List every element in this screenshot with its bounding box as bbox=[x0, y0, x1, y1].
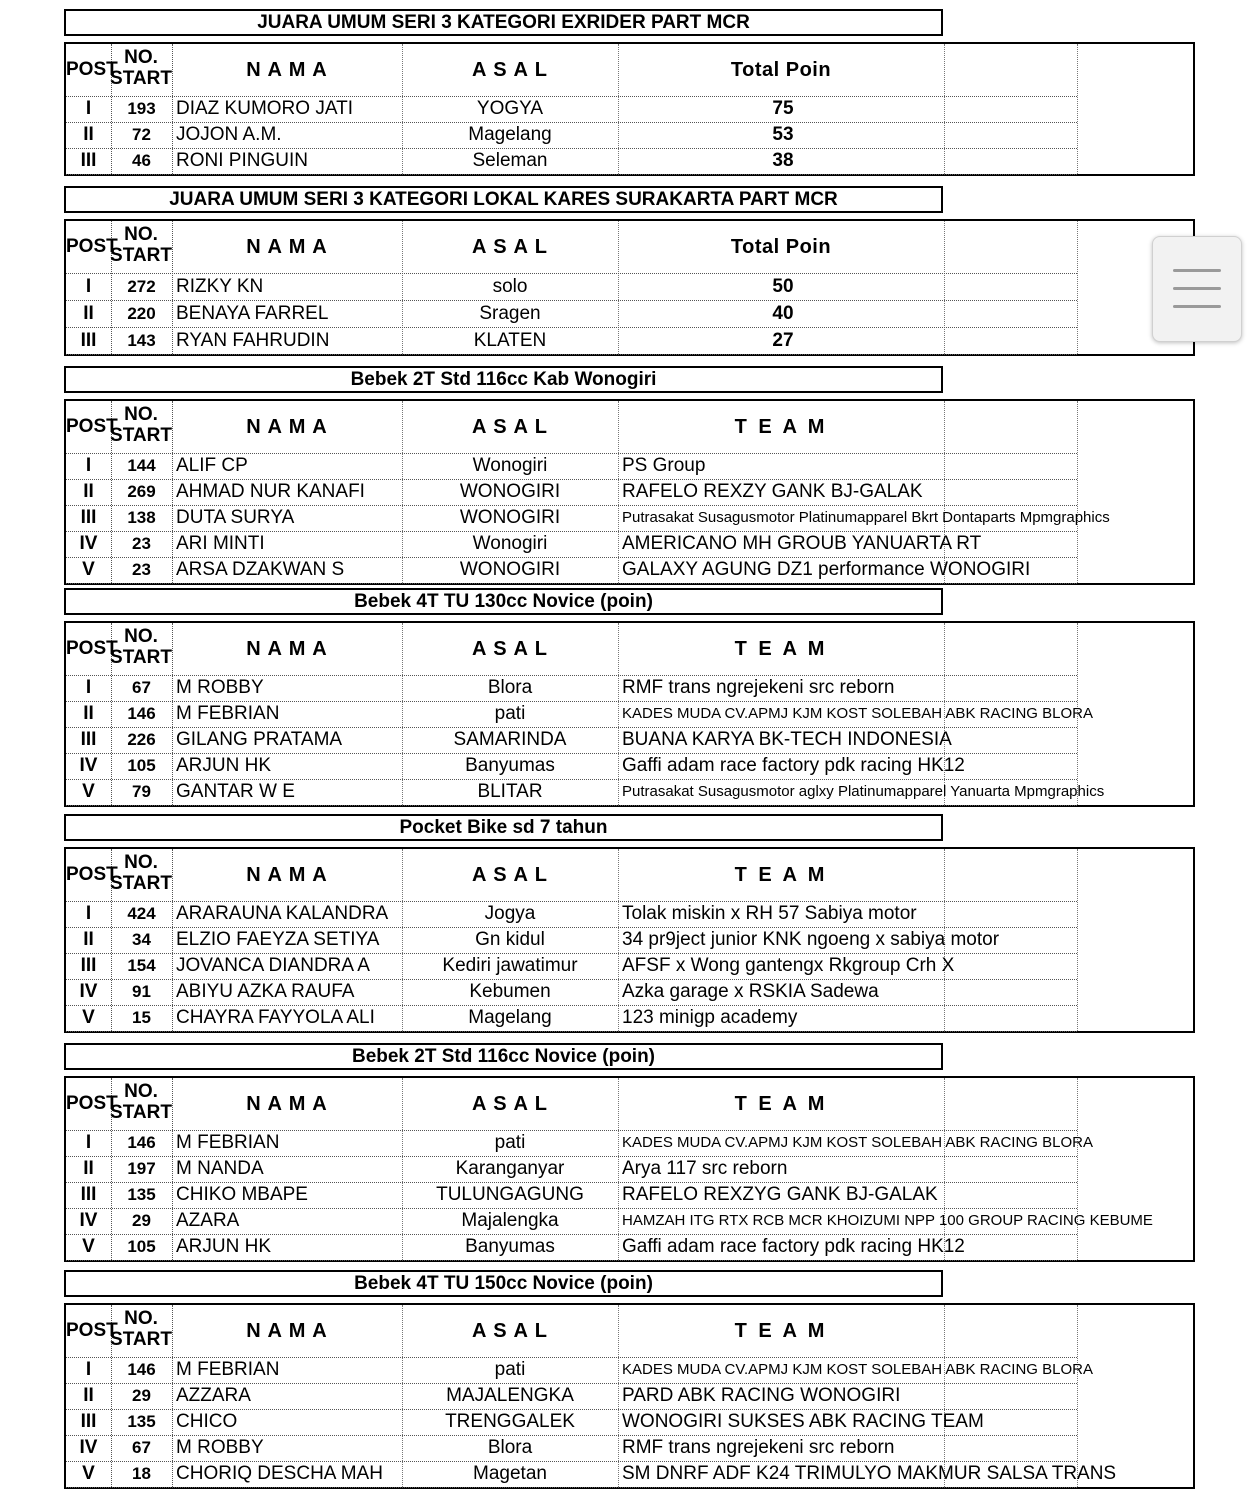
header-nama: N A M A bbox=[246, 1093, 328, 1115]
row-team: BUANA KARYA BK-TECH INDONESIA bbox=[622, 729, 952, 750]
row-team: 123 minigp academy bbox=[622, 1007, 798, 1028]
row-asal: pati bbox=[494, 1132, 526, 1153]
row-pos: II bbox=[83, 1385, 94, 1406]
header-no-start bbox=[108, 44, 174, 96]
row-nama: ARJUN HK bbox=[176, 1236, 272, 1257]
row-total-poin: 53 bbox=[772, 124, 794, 145]
row-team: AMERICANO MH GROUB YANUARTA RT bbox=[622, 533, 982, 554]
row-team: HAMZAH ITG RTX RCB MCR KHOIZUMI NPP 100 GROUP RACING KEBUME bbox=[622, 1212, 1153, 1229]
section-title: Bebek 2T Std 116cc Kab Wonogiri bbox=[64, 366, 943, 393]
row-no-start: 144 bbox=[127, 456, 156, 475]
row-no-start: 23 bbox=[132, 560, 151, 579]
row-total-poin: 75 bbox=[772, 98, 794, 119]
table-row bbox=[66, 1383, 1193, 1409]
row-nama: M FEBRIAN bbox=[176, 1132, 280, 1153]
row-pos: IV bbox=[79, 1210, 98, 1231]
header-no-start bbox=[108, 623, 174, 675]
row-no-start: 138 bbox=[127, 508, 156, 527]
row-nama: AHMAD NUR KANAFI bbox=[176, 481, 365, 502]
table-header bbox=[66, 44, 1193, 96]
row-nama: M FEBRIAN bbox=[176, 1359, 280, 1380]
row-pos: I bbox=[85, 276, 92, 297]
header-asal: A S A L bbox=[472, 638, 548, 660]
row-asal: KLATEN bbox=[473, 330, 547, 351]
header-no-line1: NO. bbox=[124, 1308, 158, 1329]
row-nama: M ROBBY bbox=[176, 1437, 264, 1458]
row-nama: AZARA bbox=[176, 1210, 240, 1231]
row-team: AFSF x Wong gantengx Rkgroup Crh X bbox=[622, 955, 955, 976]
table-row bbox=[66, 1461, 1193, 1487]
row-pos: V bbox=[82, 781, 95, 802]
header-pos: POST bbox=[66, 59, 118, 80]
row-asal: Sragen bbox=[479, 303, 541, 324]
table-row bbox=[66, 727, 1193, 753]
row-no-start: 269 bbox=[127, 482, 156, 501]
row-team: RAFELO REXZYG GANK BJ-GALAK bbox=[622, 1184, 938, 1205]
table-header bbox=[66, 221, 1193, 273]
row-pos: II bbox=[83, 481, 94, 502]
header-nama: N A M A bbox=[246, 236, 328, 258]
row-nama: GANTAR W E bbox=[176, 781, 295, 802]
row-no-start: 67 bbox=[132, 1438, 151, 1457]
row-asal: WONOGIRI bbox=[459, 559, 561, 580]
row-team: Putrasakat Susagusmotor Platinumapparel Bkrt Dontaparts Mpmgraphics bbox=[622, 509, 1110, 526]
table-row bbox=[66, 901, 1193, 927]
section-title: Bebek 4T TU 150cc Novice (poin) bbox=[64, 1270, 943, 1297]
table-row bbox=[66, 1208, 1193, 1234]
row-no-start: 146 bbox=[127, 1360, 156, 1379]
header-nama: N A M A bbox=[246, 1320, 328, 1342]
row-team: 34 pr9ject junior KNK ngoeng x sabiya motor bbox=[622, 929, 1000, 950]
row-no-start: 29 bbox=[132, 1211, 151, 1230]
header-nama: N A M A bbox=[246, 864, 328, 886]
section-title: JUARA UMUM SERI 3 KATEGORI LOKAL KARES SURAKARTA PART MCR bbox=[64, 186, 943, 213]
header-no-line2: START bbox=[110, 873, 172, 894]
row-nama: DIAZ KUMORO JATI bbox=[176, 98, 353, 119]
header-asal: A S A L bbox=[472, 416, 548, 438]
row-pos: I bbox=[85, 1359, 92, 1380]
header-asal: A S A L bbox=[472, 59, 548, 81]
row-no-start: 91 bbox=[132, 982, 151, 1001]
row-nama: JOJON A.M. bbox=[176, 124, 282, 145]
table-header bbox=[66, 401, 1193, 453]
row-pos: III bbox=[80, 507, 97, 528]
row-team: Gaffi adam race factory pdk racing HK12 bbox=[622, 755, 965, 776]
row-pos: IV bbox=[79, 1437, 98, 1458]
row-nama: AZZARA bbox=[176, 1385, 251, 1406]
row-asal: Kebumen bbox=[469, 981, 551, 1002]
row-no-start: 226 bbox=[127, 730, 156, 749]
table-row bbox=[66, 779, 1193, 805]
header-last: Total Poin bbox=[730, 236, 832, 258]
row-total-poin: 40 bbox=[772, 303, 794, 324]
header-no-line1: NO. bbox=[124, 404, 158, 425]
header-nama: N A M A bbox=[246, 638, 328, 660]
table-row bbox=[66, 1130, 1193, 1156]
row-team: Azka garage x RSKIA Sadewa bbox=[622, 981, 879, 1002]
header-no-line2: START bbox=[110, 1329, 172, 1350]
row-nama: GILANG PRATAMA bbox=[176, 729, 343, 750]
table-row bbox=[66, 1435, 1193, 1461]
table-row bbox=[66, 1156, 1193, 1182]
header-no-start bbox=[108, 1305, 174, 1357]
row-total-poin: 38 bbox=[772, 150, 794, 171]
table-row bbox=[66, 273, 1193, 300]
row-no-start: 18 bbox=[132, 1464, 151, 1483]
header-nama: N A M A bbox=[246, 59, 328, 81]
header-no-line1: NO. bbox=[124, 224, 158, 245]
row-no-start: 154 bbox=[127, 956, 156, 975]
row-asal: TULUNGAGUNG bbox=[436, 1184, 584, 1205]
row-no-start: 15 bbox=[132, 1008, 151, 1027]
row-total-poin: 50 bbox=[772, 276, 794, 297]
row-nama: RYAN FAHRUDIN bbox=[176, 330, 330, 351]
row-asal: solo bbox=[492, 276, 528, 297]
row-asal: Majalengka bbox=[461, 1210, 559, 1231]
row-team: GALAXY AGUNG DZ1 performance WONOGIRI bbox=[622, 559, 1031, 580]
row-pos: III bbox=[80, 1411, 97, 1432]
row-pos: V bbox=[82, 1236, 95, 1257]
header-pos: POST bbox=[66, 236, 118, 257]
row-no-start: 46 bbox=[132, 151, 151, 170]
row-nama: CHICO bbox=[176, 1411, 238, 1432]
row-asal: TRENGGALEK bbox=[445, 1411, 575, 1432]
results-table bbox=[64, 219, 1195, 356]
header-pos: POST bbox=[66, 416, 118, 437]
table-row bbox=[66, 557, 1193, 583]
table-row bbox=[66, 675, 1193, 701]
row-asal: Banyumas bbox=[465, 1236, 555, 1257]
table-header bbox=[66, 849, 1193, 901]
row-no-start: 146 bbox=[127, 1133, 156, 1152]
row-team: RMF trans ngrejekeni src reborn bbox=[622, 677, 895, 698]
header-pos: POST bbox=[66, 864, 118, 885]
row-pos: V bbox=[82, 1463, 95, 1484]
row-pos: IV bbox=[79, 755, 98, 776]
row-pos: I bbox=[85, 677, 92, 698]
header-pos: POST bbox=[66, 1093, 118, 1114]
row-pos: V bbox=[82, 559, 95, 580]
row-pos: I bbox=[85, 98, 92, 119]
header-no-line1: NO. bbox=[124, 852, 158, 873]
row-asal: YOGYA bbox=[476, 98, 544, 119]
row-team: Gaffi adam race factory pdk racing HK12 bbox=[622, 1236, 965, 1257]
header-no-start bbox=[108, 1078, 174, 1130]
table-row bbox=[66, 927, 1193, 953]
row-no-start: 197 bbox=[127, 1159, 156, 1178]
row-nama: ELZIO FAEYZA SETIYA bbox=[176, 929, 380, 950]
row-asal: MAJALENGKA bbox=[446, 1385, 574, 1406]
header-no-start bbox=[108, 849, 174, 901]
row-team: SM DNRF ADF K24 TRIMULYO MAKMUR SALSA TRANS bbox=[622, 1463, 1117, 1484]
header-nama: N A M A bbox=[246, 416, 328, 438]
table-row bbox=[66, 979, 1193, 1005]
row-asal: WONOGIRI bbox=[459, 481, 561, 502]
row-pos: III bbox=[80, 729, 97, 750]
row-nama: ARARAUNA KALANDRA bbox=[176, 903, 389, 924]
row-team: RAFELO REXZY GANK BJ-GALAK bbox=[622, 481, 923, 502]
header-asal: A S A L bbox=[472, 1093, 548, 1115]
row-nama: ALIF CP bbox=[176, 455, 248, 476]
header-last: T E A M bbox=[734, 638, 828, 660]
row-asal: pati bbox=[494, 703, 526, 724]
header-last: T E A M bbox=[734, 1093, 828, 1115]
header-last: T E A M bbox=[734, 416, 828, 438]
results-table bbox=[64, 621, 1195, 807]
row-asal: Karanganyar bbox=[455, 1158, 565, 1179]
results-table bbox=[64, 399, 1195, 585]
table-row bbox=[66, 953, 1193, 979]
row-no-start: 193 bbox=[127, 99, 156, 118]
row-nama: M ROBBY bbox=[176, 677, 264, 698]
row-nama: JOVANCA DIANDRA A bbox=[176, 955, 370, 976]
header-no-line1: NO. bbox=[124, 47, 158, 68]
row-no-start: 105 bbox=[127, 1237, 156, 1256]
row-nama: ARI MINTI bbox=[176, 533, 265, 554]
table-header bbox=[66, 1305, 1193, 1357]
row-team: Tolak miskin x RH 57 Sabiya motor bbox=[622, 903, 917, 924]
header-pos: POST bbox=[66, 638, 118, 659]
section-title: Bebek 2T Std 116cc Novice (poin) bbox=[64, 1043, 943, 1070]
row-asal: Banyumas bbox=[465, 755, 555, 776]
row-nama: BENAYA FARREL bbox=[176, 303, 329, 324]
table-row bbox=[66, 1357, 1193, 1383]
row-nama: CHIKO MBAPE bbox=[176, 1184, 308, 1205]
table-row bbox=[66, 327, 1193, 354]
row-no-start: 23 bbox=[132, 534, 151, 553]
row-no-start: 135 bbox=[127, 1185, 156, 1204]
header-no-line1: NO. bbox=[124, 626, 158, 647]
row-no-start: 272 bbox=[127, 277, 156, 296]
row-asal: Wonogiri bbox=[472, 455, 548, 476]
row-nama: RIZKY KN bbox=[176, 276, 264, 297]
menu-button[interactable] bbox=[1152, 236, 1242, 342]
table-row bbox=[66, 1409, 1193, 1435]
row-pos: I bbox=[85, 1132, 92, 1153]
header-no-line1: NO. bbox=[124, 1081, 158, 1102]
row-total-poin: 27 bbox=[772, 330, 794, 351]
header-asal: A S A L bbox=[472, 1320, 548, 1342]
row-asal: Jogya bbox=[484, 903, 536, 924]
row-pos: II bbox=[83, 1158, 94, 1179]
table-row bbox=[66, 753, 1193, 779]
row-pos: IV bbox=[79, 533, 98, 554]
row-asal: pati bbox=[494, 1359, 526, 1380]
row-nama: M NANDA bbox=[176, 1158, 264, 1179]
header-pos: POST bbox=[66, 1320, 118, 1341]
results-table bbox=[64, 847, 1195, 1033]
row-nama: ARJUN HK bbox=[176, 755, 272, 776]
row-pos: II bbox=[83, 929, 94, 950]
row-pos: I bbox=[85, 455, 92, 476]
row-asal: Kediri jawatimur bbox=[442, 955, 578, 976]
table-row bbox=[66, 1234, 1193, 1260]
row-team: RMF trans ngrejekeni src reborn bbox=[622, 1437, 895, 1458]
header-asal: A S A L bbox=[472, 864, 548, 886]
row-pos: II bbox=[83, 303, 94, 324]
row-pos: III bbox=[80, 330, 97, 351]
table-row bbox=[66, 531, 1193, 557]
row-no-start: 34 bbox=[132, 930, 151, 949]
header-no-line2: START bbox=[110, 1102, 172, 1123]
row-asal: Wonogiri bbox=[472, 533, 548, 554]
row-team: Putrasakat Susagusmotor aglxy Platinumapparel Yanuarta Mpmgraphics bbox=[622, 783, 1105, 800]
row-asal: WONOGIRI bbox=[459, 507, 561, 528]
results-table bbox=[64, 42, 1195, 176]
header-last: T E A M bbox=[734, 864, 828, 886]
row-no-start: 135 bbox=[127, 1412, 156, 1431]
table-row bbox=[66, 300, 1193, 327]
row-pos: III bbox=[80, 955, 97, 976]
table-row bbox=[66, 1182, 1193, 1208]
row-no-start: 67 bbox=[132, 678, 151, 697]
header-asal: A S A L bbox=[472, 236, 548, 258]
row-asal: Blora bbox=[487, 677, 533, 698]
table-header bbox=[66, 1078, 1193, 1130]
table-row bbox=[66, 122, 1193, 148]
table-row bbox=[66, 505, 1193, 531]
row-asal: BLITAR bbox=[477, 781, 543, 802]
header-no-start bbox=[108, 401, 174, 453]
header-last: T E A M bbox=[734, 1320, 828, 1342]
header-no-start bbox=[108, 221, 174, 273]
row-no-start: 72 bbox=[132, 125, 151, 144]
table-row bbox=[66, 1005, 1193, 1031]
row-asal: Magelang bbox=[468, 1007, 552, 1028]
row-pos: II bbox=[83, 124, 94, 145]
row-pos: V bbox=[82, 1007, 95, 1028]
section-title: Bebek 4T TU 130cc Novice (poin) bbox=[64, 588, 943, 615]
row-no-start: 220 bbox=[127, 304, 156, 323]
header-no-line2: START bbox=[110, 425, 172, 446]
row-asal: Blora bbox=[487, 1437, 533, 1458]
row-nama: DUTA SURYA bbox=[176, 507, 295, 528]
row-nama: ARSA DZAKWAN S bbox=[176, 559, 345, 580]
row-no-start: 105 bbox=[127, 756, 156, 775]
row-pos: II bbox=[83, 703, 94, 724]
header-no-line2: START bbox=[110, 647, 172, 668]
results-table bbox=[64, 1303, 1195, 1489]
table-row bbox=[66, 148, 1193, 174]
row-team: WONOGIRI SUKSES ABK RACING TEAM bbox=[622, 1411, 984, 1432]
table-header bbox=[66, 623, 1193, 675]
row-pos: III bbox=[80, 150, 97, 171]
row-no-start: 424 bbox=[127, 904, 156, 923]
section-title: Pocket Bike sd 7 tahun bbox=[64, 814, 943, 841]
row-pos: I bbox=[85, 903, 92, 924]
row-pos: IV bbox=[79, 981, 98, 1002]
row-no-start: 79 bbox=[132, 782, 151, 801]
row-no-start: 146 bbox=[127, 704, 156, 723]
results-table bbox=[64, 1076, 1195, 1262]
row-nama: M FEBRIAN bbox=[176, 703, 280, 724]
row-team: Arya 117 src reborn bbox=[622, 1158, 788, 1179]
table-row bbox=[66, 96, 1193, 122]
section-title: JUARA UMUM SERI 3 KATEGORI EXRIDER PART MCR bbox=[64, 9, 943, 36]
row-team: PARD ABK RACING WONOGIRI bbox=[622, 1385, 901, 1406]
row-no-start: 143 bbox=[127, 331, 156, 350]
row-team: KADES MUDA CV.APMJ KJM KOST SOLEBAH ABK RACING BLORA bbox=[622, 1134, 1093, 1151]
row-nama: RONI PINGUIN bbox=[176, 150, 308, 171]
row-nama: ABIYU AZKA RAUFA bbox=[176, 981, 355, 1002]
row-asal: Magelang bbox=[468, 124, 552, 145]
header-no-line2: START bbox=[110, 68, 172, 89]
row-nama: CHORIQ DESCHA MAH bbox=[176, 1463, 383, 1484]
row-asal: Magetan bbox=[473, 1463, 547, 1484]
table-row bbox=[66, 479, 1193, 505]
header-last: Total Poin bbox=[730, 59, 832, 81]
row-team: KADES MUDA CV.APMJ KJM KOST SOLEBAH ABK RACING BLORA bbox=[622, 705, 1093, 722]
row-asal: SAMARINDA bbox=[453, 729, 567, 750]
row-team: KADES MUDA CV.APMJ KJM KOST SOLEBAH ABK RACING BLORA bbox=[622, 1361, 1093, 1378]
header-no-line2: START bbox=[110, 245, 172, 266]
row-pos: III bbox=[80, 1184, 97, 1205]
table-row bbox=[66, 701, 1193, 727]
table-row bbox=[66, 453, 1193, 479]
row-no-start: 29 bbox=[132, 1386, 151, 1405]
row-asal: Seleman bbox=[472, 150, 548, 171]
row-team: PS Group bbox=[622, 455, 706, 476]
row-nama: CHAYRA FAYYOLA ALI bbox=[176, 1007, 375, 1028]
row-asal: Gn kidul bbox=[475, 929, 545, 950]
